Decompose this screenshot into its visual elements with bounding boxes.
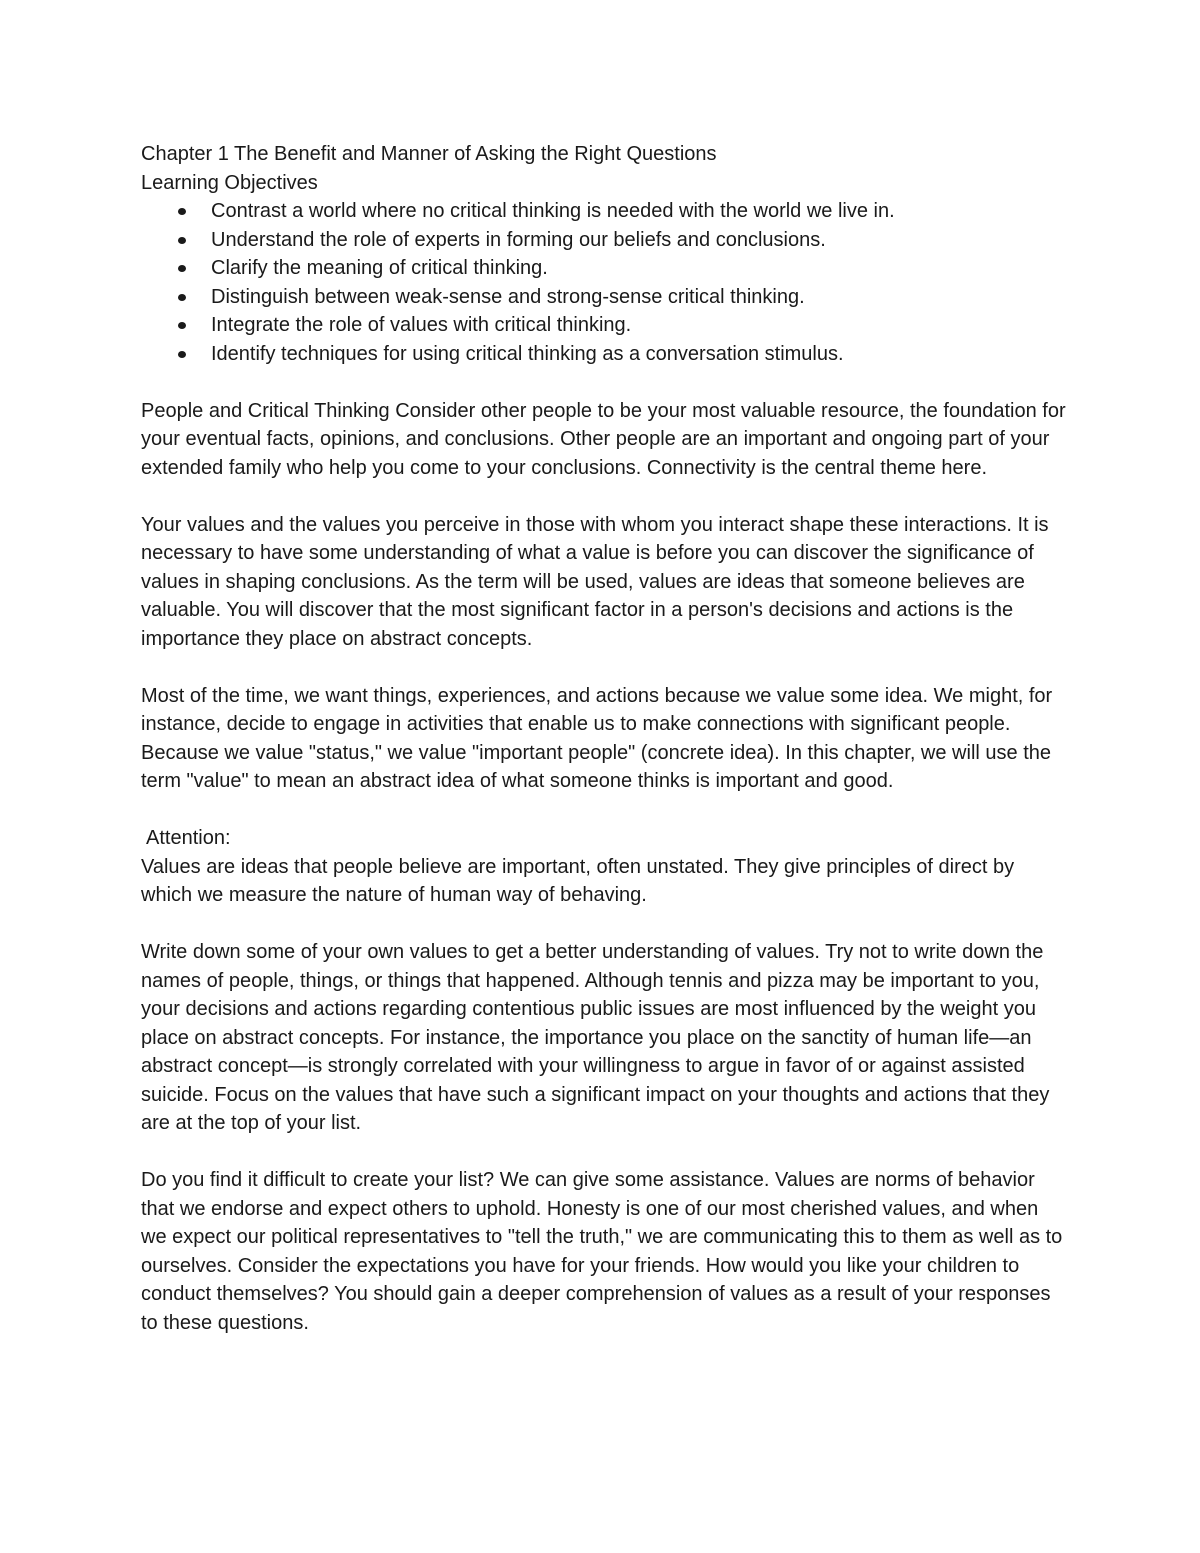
paragraph-values-interactions: Your values and the values you perceive in those with whom you interact shape these interactions. It is necessary to have some understanding of what a value is before you can discover the significance of values in shaping conclusions. As the term will be used, values are ideas that someone believes are valuable. You will discover that the most significant factor in a person's decisions and actions is the importance they place on abstract concepts. xyxy=(141,513,1049,650)
objective-text: Contrast a world where no critical thinking is needed with the world we live in. xyxy=(211,200,895,222)
list-item xyxy=(141,340,1066,369)
objective-text: Distinguish between weak-sense and strong-sense critical thinking. xyxy=(211,285,805,308)
objectives-heading: Learning Objectives xyxy=(141,171,318,194)
paragraph-people-critical-thinking: People and Critical Thinking Consider other people to be your most valuable resource, the foundation for your eventual facts, opinions, and conclusions. Other people are an important and ongoing part of your extended family who help you come to your conclusions. Connectivity is the central theme here. xyxy=(141,399,1066,479)
list-item xyxy=(141,254,1066,283)
paragraph-value-ideas: Most of the time, we want things, experiences, and actions because we value some idea. We might, for instance, decide to engage in activities that enable us to make connections with significant people. Because we value "status," we value "important people" (concrete idea). In this chapter, we will use the term "value" to mean an abstract idea of what someone thinks is important and good. xyxy=(141,684,1053,792)
list-item xyxy=(141,311,1066,340)
attention-text: Values are ideas that people believe are important, often unstated. They give principles of direct by which we measure the nature of human way of behaving. xyxy=(141,855,1015,906)
chapter-title: Chapter 1 The Benefit and Manner of Asking the Right Questions xyxy=(141,143,717,165)
list-item xyxy=(141,197,1066,226)
objective-text: Clarify the meaning of critical thinking. xyxy=(211,257,548,279)
bullet-icon xyxy=(178,351,186,358)
bullet-icon xyxy=(178,265,186,272)
document-body xyxy=(141,140,1066,1337)
list-item xyxy=(141,226,1066,255)
objectives-list xyxy=(141,197,1066,368)
paragraph-write-values: Write down some of your own values to get a better understanding of values. Try not to write down the names of people, things, or things that happened. Although tennis and pizza may be important to you, your decisions and actions regarding contentious public issues are most influenced by the weight you place on abstract concepts. For instance, the importance you place on the sanctity of human life—an abstract concept—is strongly correlated with your willingness to argue in favor of or against assisted suicide. Focus on the values that have such a significant impact on your thoughts and actions that they are at the top of your list. xyxy=(141,941,1050,1134)
objective-text: Understand the role of experts in forming our beliefs and conclusions. xyxy=(211,228,826,251)
bullet-icon xyxy=(178,294,186,301)
objective-text: Identify techniques for using critical thinking as a conversation stimulus. xyxy=(211,342,844,365)
attention-label: Attention: xyxy=(146,827,231,849)
list-item xyxy=(141,283,1066,312)
objective-text: Integrate the role of values with critical thinking. xyxy=(211,314,632,336)
bullet-icon xyxy=(178,208,186,215)
bullet-icon xyxy=(178,322,186,329)
bullet-icon xyxy=(178,237,186,244)
paragraph-create-list: Do you find it difficult to create your list? We can give some assistance. Values are norms of behavior that we endorse and expect others to uphold. Honesty is one of our most cherished values, and when we expect our political representatives to "tell the truth," we are communicating this to them as well as to ourselves. Consider the expectations you have for your friends. How would you like your children to conduct themselves? You should gain a deeper comprehension of values as a result of your responses to these questions. xyxy=(141,1169,1063,1334)
